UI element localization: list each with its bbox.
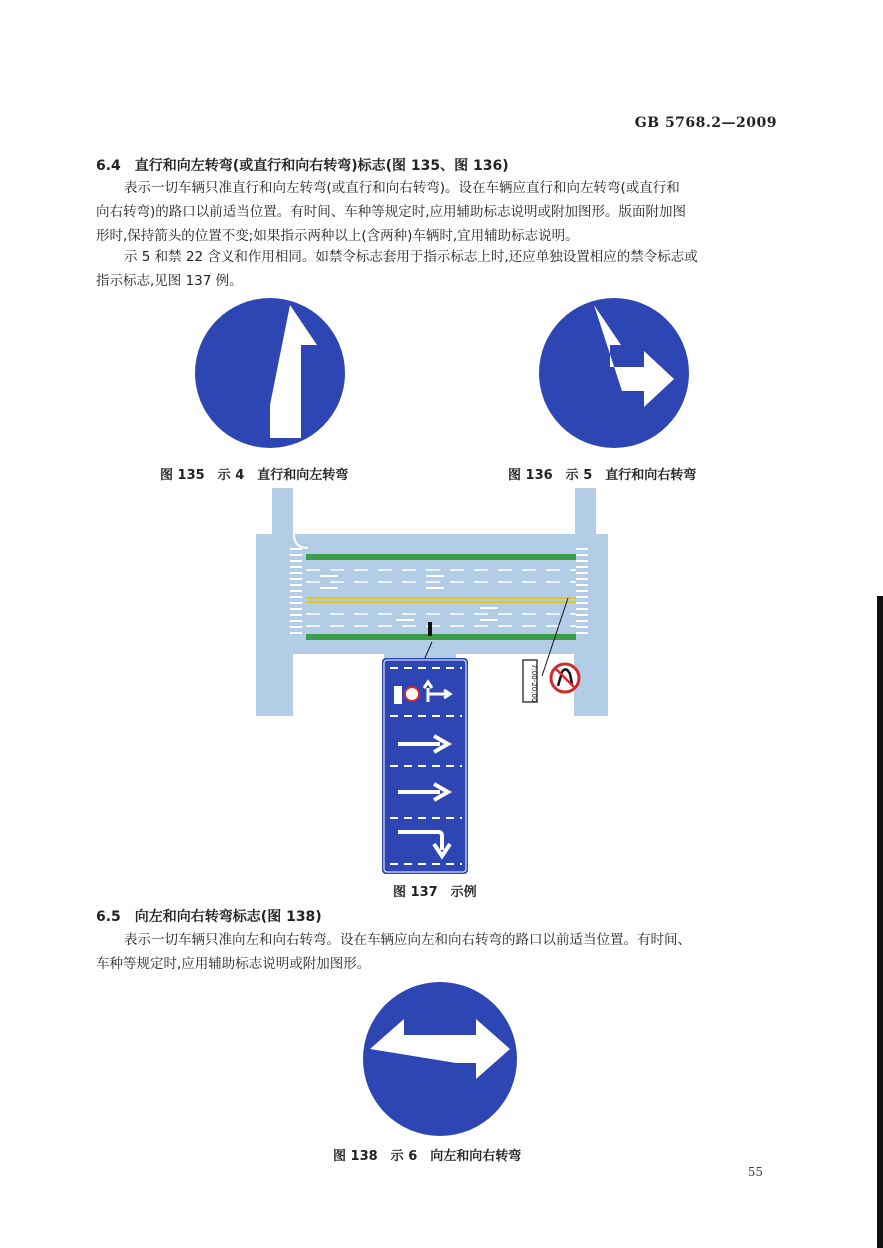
section-6-5-para1 xyxy=(96,928,786,976)
para-line: 车种等规定时,应用辅助标志说明或附加图形。 xyxy=(96,956,371,972)
para-line: 向右转弯)的路口以前适当位置。有时间、车种等规定时,应用辅助标志说明或附加图形。版面附加图 xyxy=(96,204,687,220)
section-heading-6-5: 6.5 向左和向右转弯标志(图 138) xyxy=(96,909,322,925)
straight-left-arrow-icon xyxy=(190,293,350,453)
figure-138-caption: 图 138 示 6 向左和向右转弯 xyxy=(333,1149,522,1164)
para-line: 指示标志,见图 137 例。 xyxy=(96,273,243,289)
para-line: 形时,保持箭头的位置不变;如果指示两种以上(含两种)车辆时,宜用辅助标志说明。 xyxy=(96,228,579,244)
prohibition-mini-icon xyxy=(405,687,419,701)
standard-number: GB 5768.2—2009 xyxy=(634,115,777,131)
green-median xyxy=(306,554,576,560)
section-6-4-para2 xyxy=(96,245,786,293)
left-right-arrow-icon xyxy=(358,977,522,1141)
para-line: 示 5 和禁 22 含义和作用相同。如禁令标志套用于指示标志上时,还应单独设置相应的禁令标志或 xyxy=(124,249,698,265)
page-number: 55 xyxy=(747,1165,763,1179)
green-median xyxy=(306,634,576,640)
figure-136-caption: 图 136 示 5 直行和向右转弯 xyxy=(508,468,697,483)
page-edge-bar xyxy=(877,596,883,1248)
lane-guide-sign xyxy=(382,658,468,874)
figure-137-caption: 图 137 示例 xyxy=(393,885,477,900)
section-heading-6-4: 6.4 直行和向左转弯(或直行和向右转弯)标志(图 135、图 136) xyxy=(96,158,509,174)
section-6-4-para1 xyxy=(96,176,786,248)
para-line: 表示一切车辆只准直行和向左转弯(或直行和向右转弯)。设在车辆应直行和向左转弯(或直行和 xyxy=(124,180,680,196)
time-plate-text: 7:00-20:00 xyxy=(530,664,538,703)
para-line: 表示一切车辆只准向左和向右转弯。设在车辆应向左和向右转弯的路口以前适当位置。有时间、 xyxy=(124,932,691,948)
straight-right-arrow-icon xyxy=(534,293,694,453)
figure-135-caption: 图 135 示 4 直行和向左转弯 xyxy=(160,468,349,483)
